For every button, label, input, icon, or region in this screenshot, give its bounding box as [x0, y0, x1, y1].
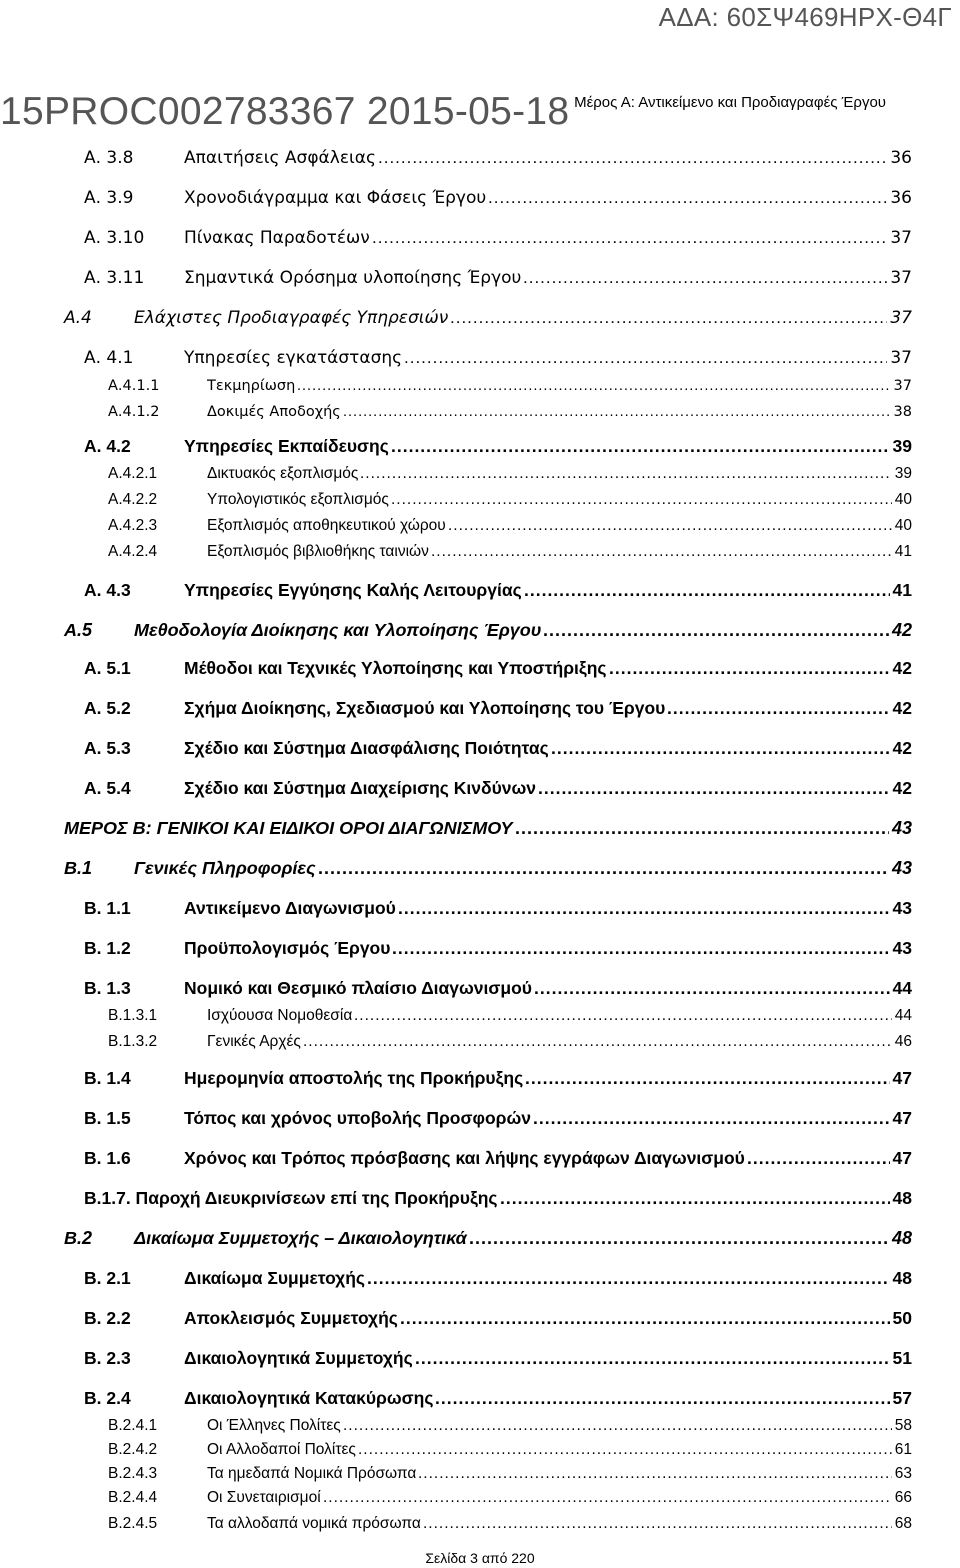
toc-entry-title: Τόπος και χρόνος υποβολής Προσφορών	[184, 1108, 532, 1128]
toc-entry-number: Α. 3.9	[84, 188, 134, 208]
toc-entry-number: Β.2.4.4	[108, 1489, 158, 1506]
toc-leader-dots	[303, 1030, 892, 1054]
toc-entry-title: Μεθοδολογία Διοίκησης και Υλοποίησης Έργου	[134, 620, 542, 640]
toc-leader-dots	[392, 936, 890, 960]
toc-entry-title: Δικαιολογητικά Κατακύρωσης	[184, 1388, 434, 1408]
toc-entry-page: 42	[891, 620, 912, 640]
proc-watermark: 15PROC002783367 2015-05-18	[0, 90, 570, 133]
toc-leader-dots	[431, 540, 892, 564]
toc-entry-title: Δικτυακός εξοπλισμός	[207, 465, 359, 482]
toc-entry-page: 43	[891, 858, 912, 878]
toc-entry-page: 48	[891, 1228, 912, 1248]
toc-entry-number: Α. 5.4	[84, 778, 131, 798]
toc-entry-title: Σχέδιο και Σύστημα Διαχείρισης Κινδύνων	[184, 778, 537, 798]
toc-entry-number: Β.1	[64, 858, 93, 878]
toc-leader-dots	[469, 1226, 889, 1250]
toc-entry[interactable]	[0, 578, 960, 602]
toc-leader-dots	[358, 1438, 892, 1462]
toc-leader-dots	[543, 618, 889, 642]
toc-entry-page: 44	[894, 1007, 912, 1024]
toc-entry-title: ΜΕΡΟΣ Β: ΓΕΝΙΚΟΙ ΚΑΙ ΕΙΔΙΚΟΙ ΟΡΟΙ ΔΙΑΓΩΝΙΣΜΟΥ	[64, 818, 513, 838]
toc-leader-dots	[523, 266, 887, 290]
toc-leader-dots	[551, 736, 890, 760]
toc-entry-title: Σχέδιο και Σύστημα Διασφάλισης Ποιότητας	[184, 738, 549, 758]
toc-entry-title: Δικαίωμα Συμμετοχής – Δικαιολογητικά	[134, 1228, 467, 1248]
toc-leader-dots	[524, 578, 890, 602]
toc-entry-page: 41	[894, 543, 912, 560]
toc-entry-number: Α. 3.11	[84, 268, 145, 288]
toc-entry[interactable]	[0, 816, 960, 840]
toc-entry[interactable]	[0, 976, 960, 1000]
toc-entry-title: Οι Συνεταιρισμοί	[207, 1489, 321, 1506]
toc-leader-dots	[391, 488, 892, 512]
toc-entry-title: Δικαιολογητικά Συμμετοχής	[184, 1348, 413, 1368]
toc-leader-dots	[323, 1486, 892, 1510]
toc-entry-page: 47	[892, 1068, 912, 1088]
toc-entry-number: Β.2.4.1	[108, 1417, 158, 1434]
toc-entry-title: Τα αλλοδαπά νομικά πρόσωπα	[207, 1515, 421, 1532]
toc-leader-dots	[525, 1066, 890, 1090]
toc-entry[interactable]	[0, 1106, 960, 1130]
toc-leader-dots	[297, 374, 891, 398]
toc-entry-number: Α. 4.2	[84, 436, 131, 456]
toc-entry-number: Β.2.4.5	[108, 1515, 158, 1532]
toc-entry-number: Α.4.1.2	[108, 404, 160, 420]
toc-entry-page: 36	[890, 188, 912, 208]
toc-entry[interactable]	[0, 346, 960, 370]
toc-entry-page: 42	[892, 738, 912, 758]
toc-entry-number: Β.1.3.1	[108, 1007, 158, 1024]
toc-entry-page: 43	[892, 938, 912, 958]
page-header: Μέρος Α: Αντικείμενο και Προδιαγραφές Έργου	[574, 94, 886, 111]
toc-entry-page: 47	[892, 1108, 912, 1128]
toc-entry-page: 63	[894, 1465, 912, 1482]
toc-entry-number: Β. 2.4	[84, 1388, 131, 1408]
toc-leader-dots	[343, 1414, 892, 1438]
toc-entry[interactable]	[0, 1226, 960, 1250]
toc-entry-page: 37	[890, 348, 912, 368]
toc-entry-page: 37	[890, 308, 912, 328]
toc-entry-page: 42	[892, 658, 912, 678]
toc-entry-title: Σημαντικά Ορόσημα υλοποίησης Έργου	[184, 268, 522, 288]
toc-entry-title: Σχήμα Διοίκησης, Σχεδιασμού και Υλοποίησης του Έργου	[184, 698, 666, 718]
toc-entry-number: Α. 3.8	[84, 148, 134, 168]
toc-entry[interactable]	[0, 1386, 960, 1410]
toc-entry-page: 46	[894, 1033, 912, 1050]
toc-entry-number: Β.2.4.3	[108, 1465, 158, 1482]
toc-entry-title: Ελάχιστες Προδιαγραφές Υπηρεσιών	[134, 308, 449, 328]
toc-entry[interactable]	[0, 618, 960, 642]
toc-entry-page: 39	[894, 465, 912, 482]
toc-leader-dots	[378, 146, 887, 170]
toc-entry-number: Β.2	[64, 1228, 93, 1248]
toc-entry-title: Χρόνος και Τρόπος πρόσβασης και λήψης εγγράφων Διαγωνισμού	[184, 1148, 745, 1168]
toc-entry[interactable]	[0, 1004, 960, 1028]
toc-entry[interactable]	[0, 1266, 960, 1290]
toc-entry[interactable]	[0, 1512, 960, 1536]
toc-entry-page: 38	[893, 404, 912, 420]
toc-entry[interactable]	[0, 434, 960, 458]
toc-leader-dots	[415, 1346, 890, 1370]
toc-entry-number: Β. 1.2	[84, 938, 131, 958]
toc-leader-dots	[450, 306, 887, 330]
toc-entry-page: 68	[894, 1515, 912, 1532]
toc-entry-number: Β. 1.5	[84, 1108, 131, 1128]
toc-entry-title: Τα ημεδαπά Νομικά Πρόσωπα	[207, 1465, 417, 1482]
toc-entry-title: Εξοπλισμός βιβλιοθήκης ταινιών	[207, 543, 429, 560]
toc-entry-page: 37	[890, 228, 912, 248]
toc-entry[interactable]	[0, 1462, 960, 1486]
toc-entry[interactable]	[0, 856, 960, 880]
toc-entry-title: Υπηρεσίες Εκπαίδευσης	[184, 436, 389, 456]
toc-entry[interactable]	[0, 514, 960, 538]
toc-entry[interactable]	[0, 462, 960, 486]
toc-leader-dots	[343, 400, 891, 424]
toc-entry-title: Γενικές Πληροφορίες	[134, 858, 316, 878]
toc-leader-dots	[515, 816, 889, 840]
toc-leader-dots	[354, 1004, 892, 1028]
toc-entry-page: 50	[892, 1308, 912, 1328]
toc-entry[interactable]	[0, 896, 960, 920]
toc-entry[interactable]	[0, 1186, 960, 1210]
toc-entry-page: 66	[894, 1489, 912, 1506]
toc-entry-number: Α. 5.3	[84, 738, 131, 758]
toc-leader-dots	[418, 1462, 892, 1486]
toc-leader-dots	[400, 1306, 890, 1330]
toc-entry[interactable]	[0, 696, 960, 720]
toc-entry-page: 48	[892, 1268, 912, 1288]
toc-entry-number: Β. 1.3	[84, 978, 131, 998]
toc-entry-title: Χρονοδιάγραμμα και Φάσεις Έργου	[184, 188, 487, 208]
toc-leader-dots	[435, 1386, 890, 1410]
toc-entry-page: 58	[894, 1417, 912, 1434]
toc-entry-page: 44	[892, 978, 912, 998]
toc-leader-dots	[423, 1512, 892, 1536]
toc-entry-title: Δοκιμές Αποδοχής	[207, 404, 341, 420]
toc-entry[interactable]	[0, 540, 960, 564]
toc-entry[interactable]	[0, 226, 960, 250]
toc-entry-page: 40	[894, 491, 912, 508]
toc-entry-title: Υπολογιστικός εξοπλισμός	[207, 491, 389, 508]
toc-entry-number: Α. 5.1	[84, 658, 131, 678]
toc-entry-number: Β. 2.1	[84, 1268, 131, 1288]
toc-entry[interactable]	[0, 1486, 960, 1510]
toc-leader-dots	[372, 226, 887, 250]
toc-entry-title: Οι Αλλοδαποί Πολίτες	[207, 1441, 356, 1458]
toc-entry-page: 42	[892, 778, 912, 798]
toc-entry-number: Β. 2.2	[84, 1308, 131, 1328]
toc-entry-title: Τεκμηρίωση	[207, 378, 296, 394]
toc-entry-page: 37	[893, 378, 912, 394]
toc-entry[interactable]	[0, 374, 960, 398]
toc-entry[interactable]	[0, 1306, 960, 1330]
toc-entry-number: Α. 3.10	[84, 228, 145, 248]
toc-entry[interactable]	[0, 1030, 960, 1054]
toc-entry-number: Α.4	[64, 308, 92, 328]
toc-entry-title: Υπηρεσίες εγκατάστασης	[184, 348, 403, 368]
toc-leader-dots	[667, 696, 890, 720]
toc-entry[interactable]	[0, 656, 960, 680]
toc-entry-title: Απαιτήσεις Ασφάλειας	[184, 148, 376, 168]
toc-leader-dots	[534, 976, 890, 1000]
toc-entry[interactable]	[0, 736, 960, 760]
toc-entry-number: Β. 2.3	[84, 1348, 131, 1368]
toc-entry-page: 43	[892, 898, 912, 918]
toc-entry[interactable]	[0, 1346, 960, 1370]
toc-entry-page: 41	[892, 580, 912, 600]
toc-entry[interactable]	[0, 776, 960, 800]
ada-watermark: ΑΔΑ: 60ΣΨ469ΗΡΧ-Θ4Γ	[658, 2, 952, 32]
toc-entry[interactable]	[0, 186, 960, 210]
toc-entry[interactable]	[0, 1066, 960, 1090]
toc-entry-number: Α.5	[64, 620, 93, 640]
toc-entry-page: 37	[890, 268, 912, 288]
toc-entry[interactable]	[0, 266, 960, 290]
toc-entry-page: 47	[892, 1148, 912, 1168]
toc-leader-dots	[318, 856, 889, 880]
toc-leader-dots	[404, 346, 887, 370]
toc-entry-title: Δικαίωμα Συμμετοχής	[184, 1268, 365, 1288]
toc-entry-title: Ημερομηνία αποστολής της Προκήρυξης	[184, 1068, 524, 1088]
toc-entry-page: 42	[892, 698, 912, 718]
toc-entry-title: Υπηρεσίες Εγγύησης Καλής Λειτουργίας	[184, 580, 522, 600]
toc-entry-page: 40	[894, 517, 912, 534]
toc-entry-page: 39	[892, 436, 912, 456]
toc-entry-page: 61	[894, 1441, 912, 1458]
toc-leader-dots	[448, 514, 892, 538]
toc-leader-dots	[538, 776, 890, 800]
toc-entry-number: Α. 4.3	[84, 580, 131, 600]
toc-entry-title: Νομικό και Θεσμικό πλαίσιο Διαγωνισμού	[184, 978, 532, 998]
toc-entry-number: Α.4.2.3	[108, 517, 158, 534]
toc-leader-dots	[367, 1266, 890, 1290]
toc-leader-dots	[747, 1146, 890, 1170]
toc-entry[interactable]	[0, 1414, 960, 1438]
toc-entry[interactable]	[0, 1438, 960, 1462]
toc-entry[interactable]	[0, 306, 960, 330]
toc-leader-dots	[500, 1186, 890, 1210]
toc-entry-title: Προϋπολογισμός Έργου	[184, 938, 391, 958]
toc-entry-page: 48	[892, 1188, 912, 1208]
toc-entry[interactable]	[0, 488, 960, 512]
toc-entry-title: Αποκλεισμός Συμμετοχής	[184, 1308, 398, 1328]
toc-entry-number: Α.4.2.2	[108, 491, 158, 508]
toc-entry-number: Α.4.1.1	[108, 378, 160, 394]
toc-leader-dots	[609, 656, 890, 680]
toc-entry-page: 51	[892, 1348, 912, 1368]
toc-entry-title: Αντικείμενο Διαγωνισμού	[184, 898, 396, 918]
toc-entry-title: Γενικές Αρχές	[207, 1033, 301, 1050]
toc-entry-number: Α.4.2.1	[108, 465, 158, 482]
toc-entry-number: Β. 1.1	[84, 898, 131, 918]
toc-entry-page: 57	[892, 1388, 912, 1408]
toc-entry[interactable]	[0, 1146, 960, 1170]
toc-entry-title: Πίνακας Παραδοτέων	[184, 228, 370, 248]
page-footer: Σελίδα 3 από 220	[425, 1550, 535, 1566]
toc-entry-page: 36	[890, 148, 912, 168]
toc-entry-title: Ισχύουσα Νομοθεσία	[207, 1007, 353, 1024]
toc-entry[interactable]	[0, 146, 960, 170]
toc-entry-number: Β.1.3.2	[108, 1033, 158, 1050]
toc-entry-number: Α. 4.1	[84, 348, 134, 368]
toc-entry-number: Β. 1.6	[84, 1148, 131, 1168]
toc-entry-number: Α.4.2.4	[108, 543, 158, 560]
toc-entry[interactable]	[0, 400, 960, 424]
toc-entry-number: Β. 1.4	[84, 1068, 131, 1088]
toc-leader-dots	[398, 896, 890, 920]
toc-leader-dots	[488, 186, 887, 210]
toc-entry-number: Α. 5.2	[84, 698, 131, 718]
toc-entry-page: 43	[891, 818, 912, 838]
toc-entry-title: Οι Έλληνες Πολίτες	[207, 1417, 341, 1434]
toc-entry[interactable]	[0, 936, 960, 960]
toc-entry-title: Μέθοδοι και Τεχνικές Υλοποίησης και Υποστήριξης	[184, 658, 607, 678]
toc-entry-title: Β.1.7. Παροχή Διευκρινίσεων επί της Προκήρυξης	[84, 1188, 498, 1208]
toc-entry-title: Εξοπλισμός αποθηκευτικού χώρου	[207, 517, 446, 534]
toc-leader-dots	[533, 1106, 890, 1130]
toc-leader-dots	[391, 434, 890, 458]
toc-entry-number: Β.2.4.2	[108, 1441, 158, 1458]
toc-leader-dots	[360, 462, 892, 486]
